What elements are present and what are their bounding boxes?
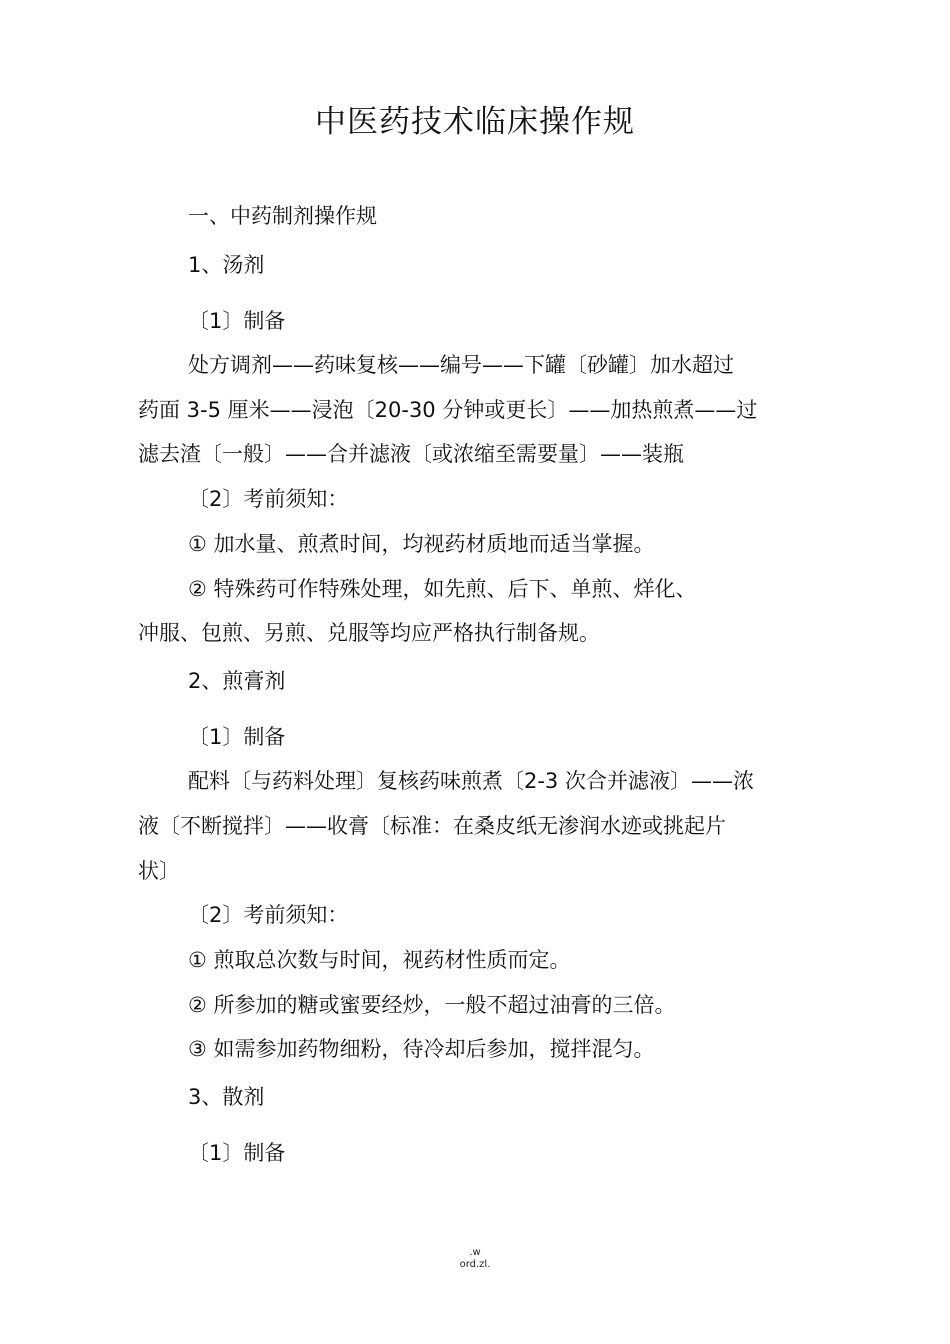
section-heading-1: 一、中药制剂操作规 (188, 204, 377, 228)
footer-text-line-2: ord.zl. (459, 1259, 491, 1270)
paragraph-line: 冲服、包煎、另煎、兑服等均应严格执行制备规。 (138, 621, 600, 645)
subsection-heading-decoction: 1、汤剂 (188, 253, 265, 277)
paragraph-line: 处方调剂——药味复核——编号——下罐〔砂罐〕加水超过 (188, 353, 734, 377)
subsection-heading-powder: 3、散剂 (188, 1085, 265, 1109)
paragraph-line: 配料〔与药料处理〕复核药味煎煮〔2-3 次合并滤液〕——浓 (188, 769, 754, 793)
item-preparation-heading: 〔1〕制备 (188, 1141, 286, 1165)
document-title: 中医药技术临床操作规 (315, 104, 635, 140)
list-item: ② 特殊药可作特殊处理，如先煎、后下、单煎、烊化、 (188, 577, 697, 601)
item-notes-heading: 〔2〕考前须知： (188, 903, 349, 927)
footer-text-line-1: .w (469, 1247, 481, 1258)
subsection-heading-paste: 2、煎膏剂 (188, 669, 286, 693)
item-preparation-heading: 〔1〕制备 (188, 309, 286, 333)
list-item: ③ 如需参加药物细粉，待冷却后参加，搅拌混匀。 (188, 1037, 655, 1061)
paragraph-line: 药面 3-5 厘米——浸泡〔20-30 分钟或更长〕——加热煎煮——过 (138, 398, 758, 422)
list-item: ① 煎取总次数与时间，视药材性质而定。 (188, 948, 571, 972)
list-item: ② 所参加的糖或蜜要经炒，一般不超过油膏的三倍。 (188, 993, 676, 1017)
paragraph-line: 液〔不断搅拌〕——收膏〔标准：在桑皮纸无渗润水迹或挑起片 (138, 814, 726, 838)
item-notes-heading: 〔2〕考前须知： (188, 487, 349, 511)
paragraph-line: 状〕 (138, 859, 180, 883)
item-preparation-heading: 〔1〕制备 (188, 725, 286, 749)
paragraph-line: 滤去渣〔一般〕——合并滤液〔或浓缩至需要量〕——装瓶 (138, 442, 684, 466)
list-item: ① 加水量、煎煮时间，均视药材质地而适当掌握。 (188, 532, 655, 556)
